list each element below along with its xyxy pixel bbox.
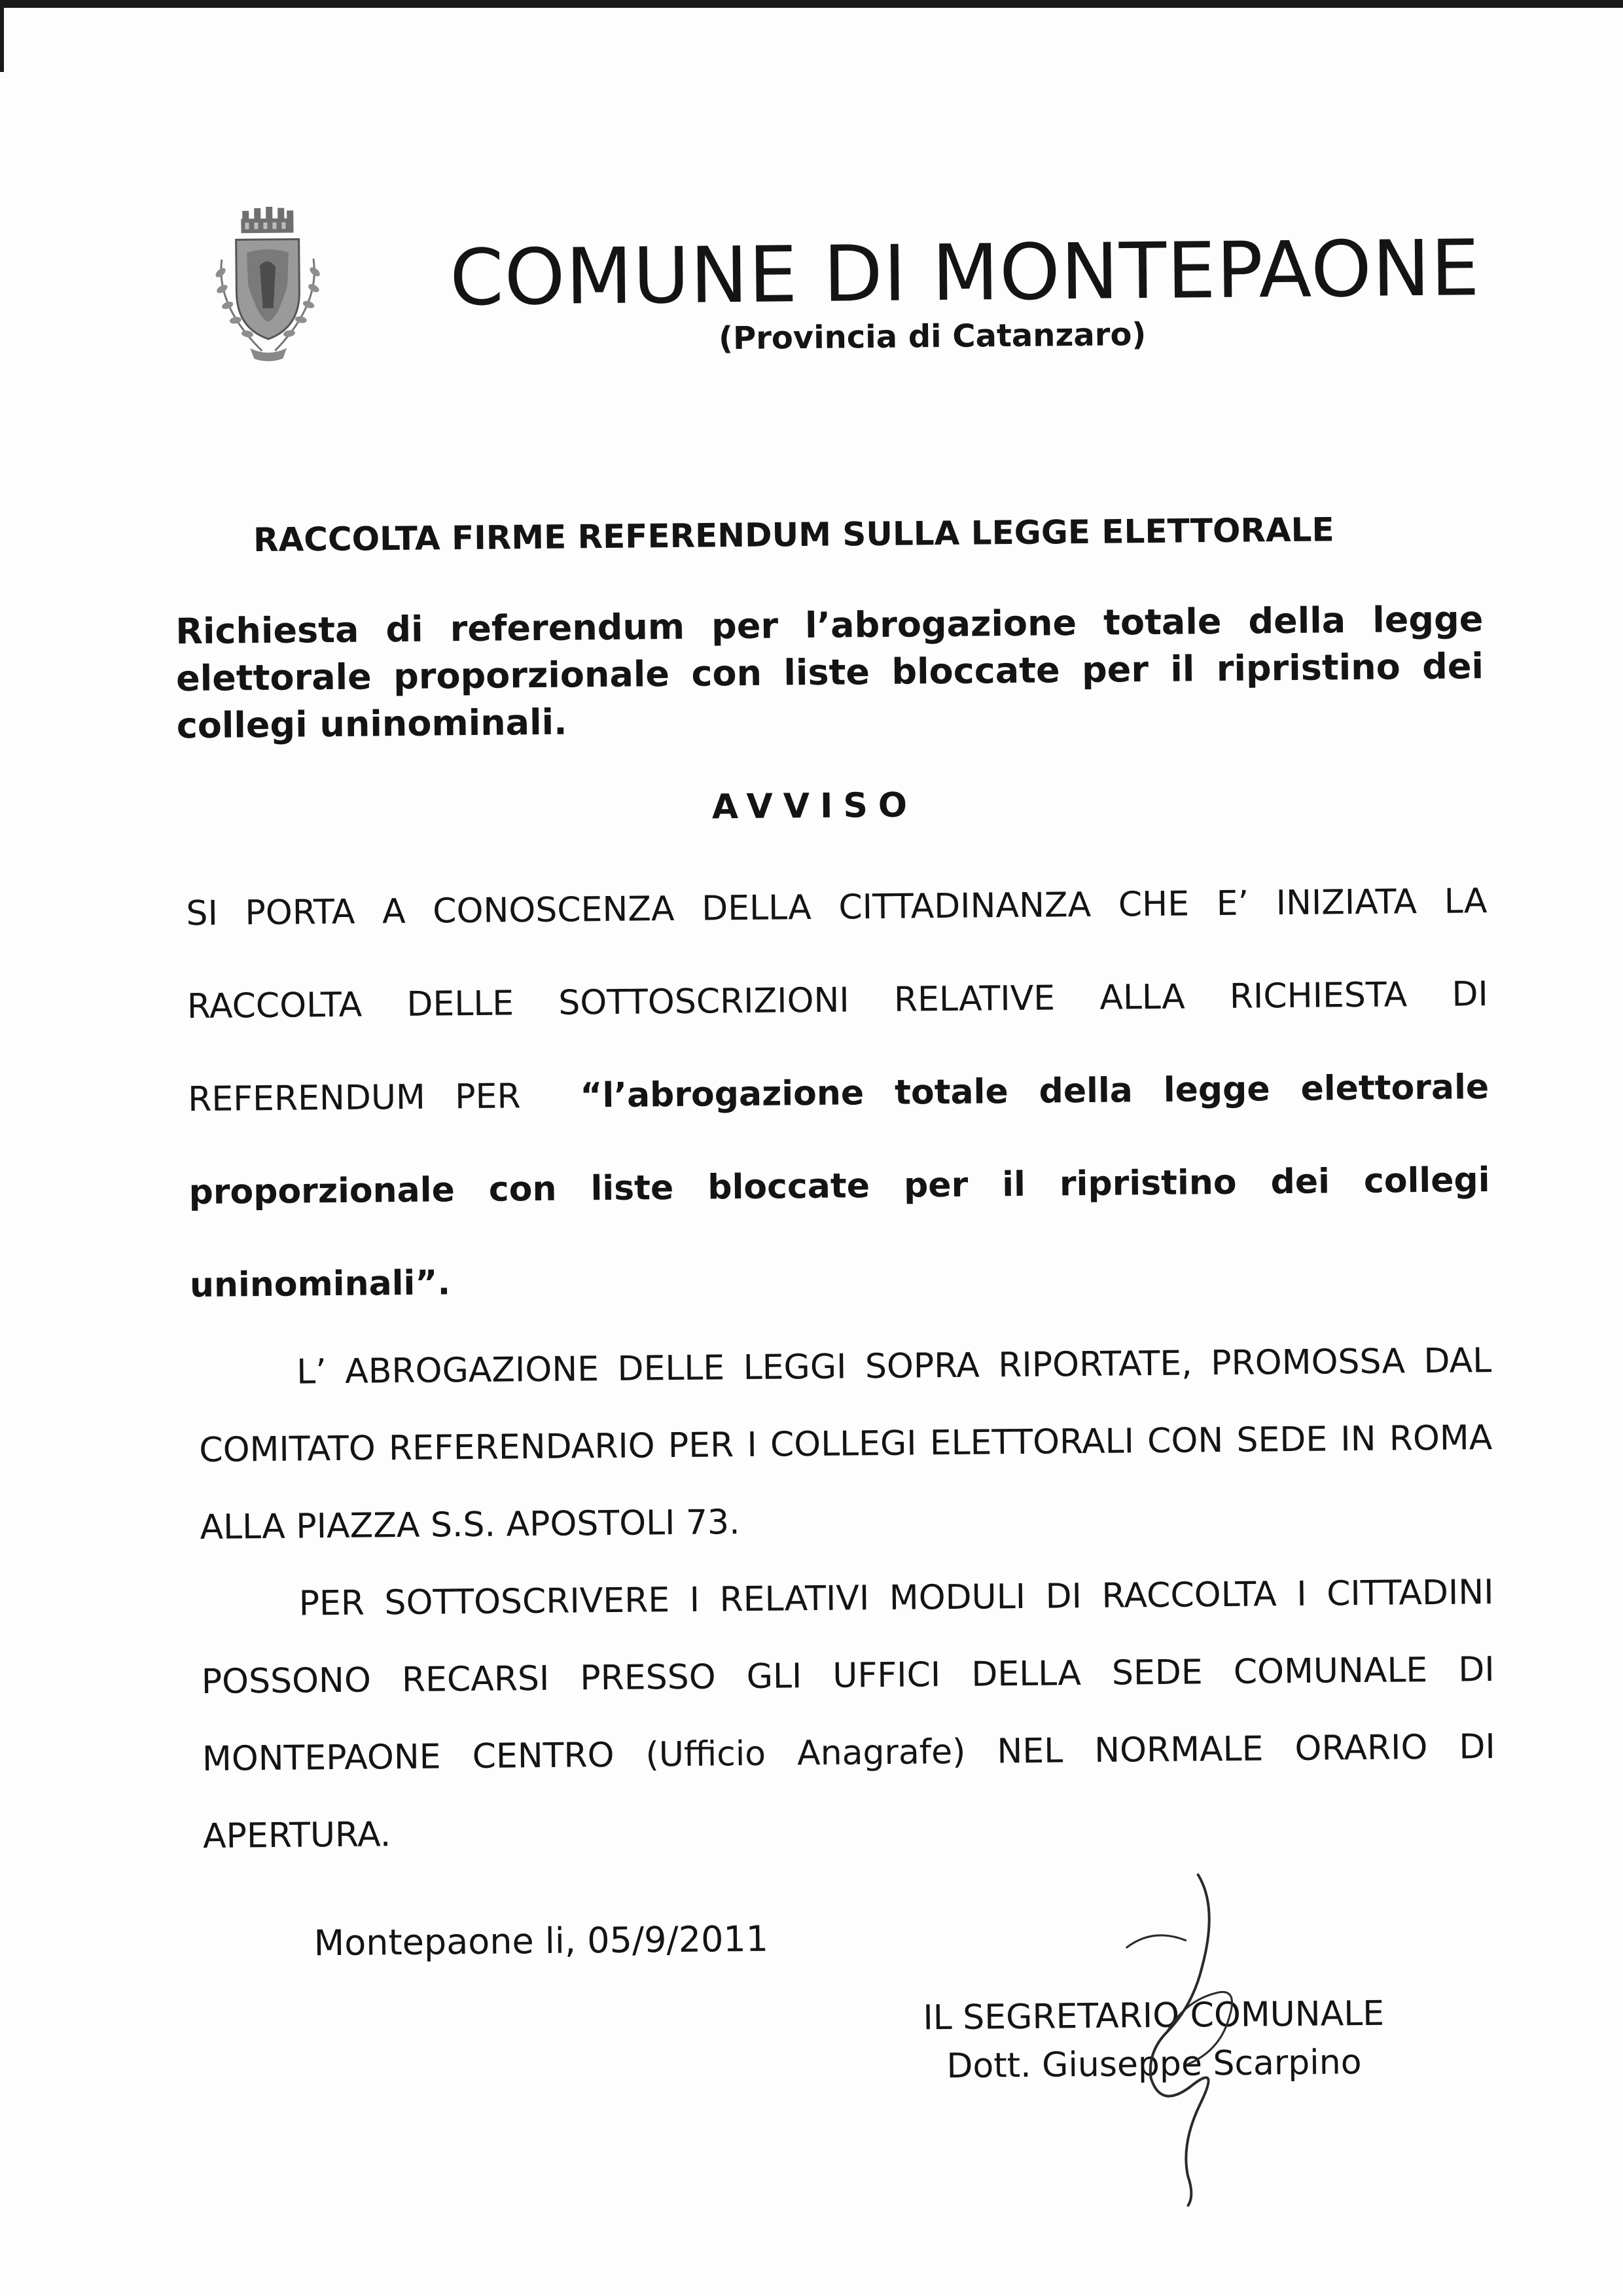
notice-title: AVVISO: [711, 785, 918, 827]
signatory-block: [891, 1989, 1416, 2091]
promoter-paragraph: L’ ABROGAZIONE DELLE LEGGI SOPRA RIPORTATE, PROMOSSA DAL COMITATO REFERENDARIO PER I COLLEGI ELETTORALI CON SEDE IN ROMA ALLA PIAZZA S.S. APOSTOLI 73.: [199, 1341, 1493, 1547]
notice-line-plain: REFERENDUM PER: [187, 1077, 521, 1120]
referendum-subject: Richiesta di referendum per l’abrogazione totale della legge elettorale proporzionale con liste bloccate per il ripristino dei collegi uninominali.: [175, 598, 1484, 747]
notice-line: [188, 1041, 1489, 1146]
notice-line-emphasis: “l’abrogazione totale della legge elettorale: [580, 1067, 1489, 1116]
notice-line-emphasis: uninominali”.: [189, 1263, 451, 1306]
town-name: COMUNE DI MONTEPAONE: [449, 223, 1481, 323]
place-and-date: Montepaone li, 05/9/2011: [313, 1918, 769, 1964]
notice-line-emphasis: proporzionale con liste bloccate per il ripristino dei collegi: [188, 1160, 1490, 1213]
coat-of-arms-icon: [195, 193, 341, 371]
main-heading: RACCOLTA FIRME REFERENDUM SULLA LEGGE ELETTORALE: [253, 511, 1334, 560]
notice-line: RACCOLTA DELLE SOTTOSCRIZIONI RELATIVE ALLA RICHIESTA DI: [187, 975, 1489, 1027]
province-subtitle: (Provincia di Catanzaro): [718, 316, 1147, 357]
signatory-name: Dott. Giuseppe Scarpino: [946, 2042, 1362, 2087]
signatory-role: IL SEGRETARIO COMUNALE: [923, 1994, 1385, 2038]
notice-line: SI PORTA A CONOSCENZA DELLA CITTADINANZA CHE E’ INIZIATA LA: [186, 882, 1488, 934]
signing-instructions-paragraph: PER SOTTOSCRIVERE I RELATIVI MODULI DI RACCOLTA I CITTADINI POSSONO RECARSI PRESSO GLI UFFICI DELLA SEDE COMUNALE DI MONTEPAONE CENTRO (Ufficio Anagrafe) NEL NORMALE ORARIO DI APERTURA.: [201, 1573, 1496, 1856]
notice-body: [186, 855, 1491, 1332]
